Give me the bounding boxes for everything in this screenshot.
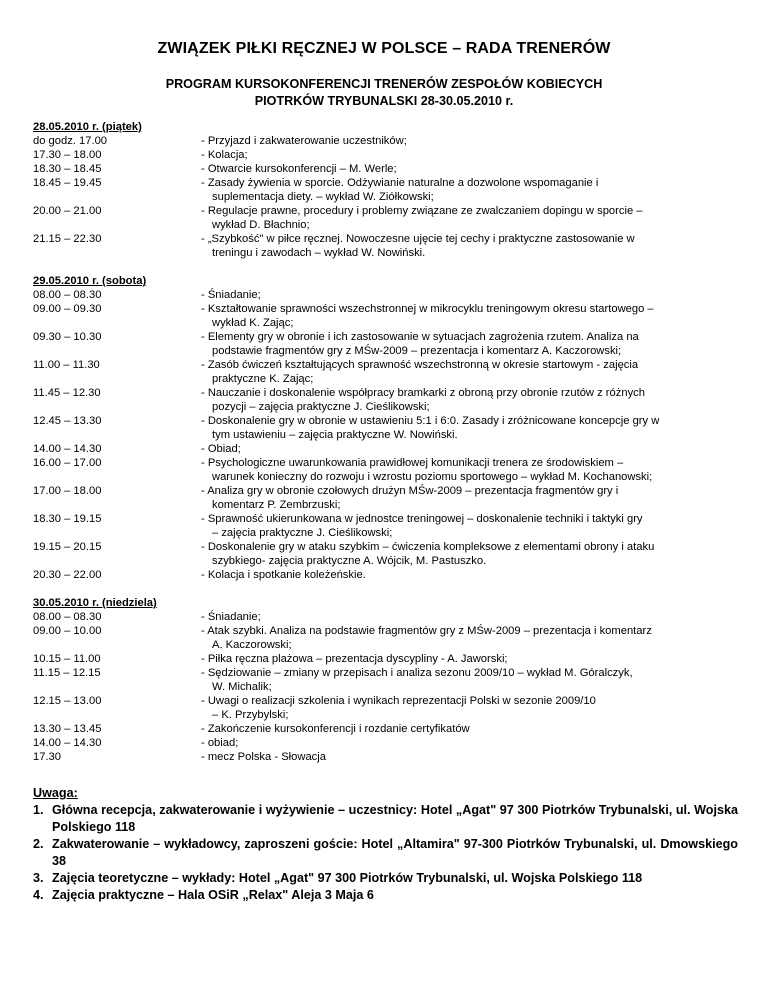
description-line: - Otwarcie kursokonferencji – M. Werle;: [201, 163, 397, 175]
schedule-description: [201, 176, 738, 204]
description-line: - Zakończenie kursokonferencji i rozdanie certyfikatów: [201, 723, 470, 735]
schedule-row: [33, 358, 738, 386]
description-line: praktyczne K. Zając;: [212, 373, 314, 385]
note-text: Zajęcia teoretyczne – wykłady: Hotel „Agat" 97 300 Piotrków Trybunalski, ul. Wojska Polskiego 118: [52, 871, 643, 885]
schedule-row: [33, 512, 738, 540]
schedule-row: [33, 232, 738, 260]
schedule-description: [201, 610, 738, 624]
schedule-row: [33, 288, 738, 302]
schedule-time: 19.15 – 20.15: [33, 541, 102, 553]
schedule-description: [201, 162, 738, 176]
description-line: – K. Przybylski;: [212, 709, 289, 721]
schedule-row: [33, 386, 738, 414]
day-heading: 28.05.2010 r. (piątek): [33, 121, 142, 133]
description-line: - Śniadanie;: [201, 611, 261, 623]
description-line: tym ustawieniu – zajęcia praktyczne W. Nowiński.: [212, 429, 458, 441]
schedule-description: [201, 540, 738, 568]
description-line: warunek konieczny do rozwoju i wzrostu poziomu sportowego – wykład M. Kochanowski;: [212, 471, 653, 483]
description-line: - Analiza gry w obronie czołowych drużyn MŚw-2009 – prezentacja fragmentów gry i: [201, 485, 619, 497]
schedule-row: [33, 624, 738, 652]
description-line: - Kolacja i spotkanie koleżeńskie.: [201, 569, 366, 581]
description-line: W. Michalik;: [212, 681, 272, 693]
program-subtitle: PROGRAM KURSOKONFERENCJI TRENERÓW ZESPOŁÓW KOBIECYCH: [165, 77, 603, 91]
schedule-row: [33, 176, 738, 204]
schedule-time: 11.45 – 12.30: [33, 387, 101, 399]
note-item: [33, 836, 738, 870]
description-line: wykład K. Zając;: [212, 317, 294, 329]
description-line: - Zasady żywienia w sporcie. Odżywianie naturalne a dozwolone wspomaganie i: [201, 177, 599, 189]
description-line: wykład D. Błachnio;: [212, 219, 310, 231]
description-line: treningu i zawodach – wykład W. Nowiński.: [212, 247, 426, 259]
schedule-row: [33, 652, 738, 666]
schedule-row: [33, 148, 738, 162]
schedule: [33, 120, 738, 778]
description-line: – zajęcia praktyczne J. Cieślikowski;: [212, 527, 393, 539]
schedule-row: [33, 694, 738, 722]
day-heading: 29.05.2010 r. (sobota): [33, 275, 147, 287]
schedule-time: 09.30 – 10.30: [33, 331, 102, 343]
schedule-time: 11.00 – 11.30: [33, 359, 100, 371]
note-number: 4.: [33, 888, 44, 902]
schedule-description: [201, 736, 738, 750]
note-number: 1.: [33, 803, 44, 817]
schedule-time: 17.30: [33, 751, 61, 763]
schedule-row: [33, 134, 738, 148]
schedule-row: [33, 330, 738, 358]
notes-section: [33, 785, 738, 904]
schedule-time: 18.30 – 18.45: [33, 163, 102, 175]
schedule-time: 17.30 – 18.00: [33, 149, 102, 161]
schedule-row: [33, 722, 738, 736]
description-line: - Doskonalenie gry w obronie w ustawieniu 5:1 i 6:0. Zasady i zróżnicowane koncepcje gry w: [201, 415, 660, 427]
schedule-time: 14.00 – 14.30: [33, 443, 102, 455]
page-title: ZWIĄZEK PIŁKI RĘCZNEJ W POLSCE – RADA TRENERÓW: [157, 40, 611, 57]
description-line: komentarz P. Zembrzuski;: [212, 499, 341, 511]
schedule-description: [201, 232, 738, 260]
note-number: 2.: [33, 837, 44, 851]
schedule-description: [201, 302, 738, 330]
description-line: - Sprawność ukierunkowana w jednostce treningowej – doskonalenie techniki i taktyki gry: [201, 513, 643, 525]
schedule-time: 17.00 – 18.00: [33, 485, 102, 497]
description-line: - Przyjazd i zakwaterowanie uczestników;: [201, 135, 407, 147]
schedule-row: [33, 666, 738, 694]
schedule-time: 18.30 – 19.15: [33, 513, 102, 525]
schedule-description: [201, 652, 738, 666]
schedule-description: [201, 358, 738, 386]
schedule-description: [201, 442, 738, 456]
schedule-row: [33, 456, 738, 484]
schedule-row: [33, 302, 738, 330]
schedule-description: [201, 484, 738, 512]
schedule-time: 21.15 – 22.30: [33, 233, 102, 245]
description-line: - Kształtowanie sprawności wszechstronnej w mikrocyklu treningowym okresu startowego –: [201, 303, 654, 315]
description-line: podstawie fragmentów gry z MŚw-2009 – prezentacja i komentarz A. Kaczorowski;: [212, 345, 622, 357]
schedule-row: [33, 568, 738, 582]
program-location-dates: PIOTRKÓW TRYBUNALSKI 28-30.05.2010 r.: [254, 94, 514, 108]
description-line: - Piłka ręczna plażowa – prezentacja dyscypliny - A. Jaworski;: [201, 653, 508, 665]
schedule-time: do godz. 17.00: [33, 135, 108, 147]
schedule-time: 08.00 – 08.30: [33, 611, 102, 623]
schedule-time: 09.00 – 09.30: [33, 303, 102, 315]
note-text: Zakwaterowanie – wykładowcy, zaproszeni goście: Hotel „Altamira" 97-300 Piotrków Trybunalski, ul. Dmowskiego 38: [52, 837, 738, 868]
description-line: A. Kaczorowski;: [212, 639, 292, 651]
description-line: - Nauczanie i doskonalenie współpracy bramkarki z obroną przy obronie rzutów z różnych: [201, 387, 645, 399]
schedule-row: [33, 442, 738, 456]
description-line: - Sędziowanie – zmiany w przepisach i analiza sezonu 2009/10 – wykład M. Góralczyk,: [201, 667, 633, 679]
schedule-description: [201, 148, 738, 162]
description-line: - Śniadanie;: [201, 289, 261, 301]
schedule-time: 10.15 – 11.00: [33, 653, 101, 665]
description-line: szybkiego- zajęcia praktyczne A. Wójcik, M. Pastuszko.: [212, 555, 487, 567]
day-block: [33, 274, 738, 582]
schedule-row: [33, 750, 738, 764]
description-line: - Obiad;: [201, 443, 241, 455]
schedule-description: [201, 456, 738, 484]
schedule-description: [201, 694, 738, 722]
schedule-time: 12.15 – 13.00: [33, 695, 102, 707]
schedule-time: 08.00 – 08.30: [33, 289, 102, 301]
schedule-description: [201, 386, 738, 414]
schedule-time: 11.15 – 12.15: [33, 667, 101, 679]
note-item: [33, 887, 738, 904]
description-line: - Zasób ćwiczeń kształtujących sprawność wszechstronną w okresie startowym - zajęcia: [201, 359, 639, 371]
description-line: - Regulacje prawne, procedury i problemy związane ze zwalczaniem dopingu w sporcie –: [201, 205, 643, 217]
notes-title: Uwaga:: [33, 786, 78, 800]
schedule-time: 14.00 – 14.30: [33, 737, 102, 749]
schedule-time: 18.45 – 19.45: [33, 177, 102, 189]
schedule-description: [201, 568, 738, 582]
schedule-description: [201, 414, 738, 442]
schedule-description: [201, 722, 738, 736]
description-line: suplementacja diety. – wykład W. Ziółkowski;: [212, 191, 434, 203]
schedule-time: 20.00 – 21.00: [33, 205, 102, 217]
schedule-time: 20.30 – 22.00: [33, 569, 102, 581]
schedule-row: [33, 484, 738, 512]
note-text: Zajęcia praktyczne – Hala OSiR „Relax" Aleja 3 Maja 6: [52, 888, 374, 902]
note-item: [33, 870, 738, 887]
description-line: - Atak szybki. Analiza na podstawie fragmentów gry z MŚw-2009 – prezentacja i komentarz: [201, 625, 652, 637]
day-block: [33, 596, 738, 764]
note-item: [33, 802, 738, 836]
schedule-time: 16.00 – 17.00: [33, 457, 102, 469]
note-number: 3.: [33, 871, 44, 885]
day-heading: 30.05.2010 r. (niedziela): [33, 597, 157, 609]
schedule-time: 13.30 – 13.45: [33, 723, 102, 735]
description-line: - Kolacja;: [201, 149, 248, 161]
description-line: - obiad;: [201, 737, 239, 749]
day-block: [33, 120, 738, 260]
schedule-row: [33, 610, 738, 624]
schedule-description: [201, 750, 738, 764]
description-line: - Psychologiczne uwarunkowania prawidłowej komunikacji trenera ze środowiskiem –: [201, 457, 624, 469]
schedule-description: [201, 330, 738, 358]
description-line: - mecz Polska - Słowacja: [201, 751, 326, 763]
description-line: - „Szybkość" w piłce ręcznej. Nowoczesne ujęcie tej cechy i praktyczne zastosowanie w: [201, 233, 635, 245]
schedule-description: [201, 134, 738, 148]
schedule-description: [201, 204, 738, 232]
schedule-time: 09.00 – 10.00: [33, 625, 102, 637]
schedule-description: [201, 288, 738, 302]
notes-list: [33, 802, 738, 904]
description-line: pozycji – zajęcia praktyczne J. Cieślikowski;: [212, 401, 430, 413]
schedule-description: [201, 666, 738, 694]
schedule-description: [201, 624, 738, 652]
description-line: - Uwagi o realizacji szkolenia i wynikach reprezentacji Polski w sezonie 2009/10: [201, 695, 596, 707]
schedule-description: [201, 512, 738, 540]
note-text: Główna recepcja, zakwaterowanie i wyżywienie – uczestnicy: Hotel „Agat" 97 300 Piotrków Trybunalski, ul. Wojska Polskiego 118: [52, 803, 738, 834]
schedule-time: 12.45 – 13.30: [33, 415, 102, 427]
schedule-row: [33, 540, 738, 568]
schedule-row: [33, 736, 738, 750]
description-line: - Doskonalenie gry w ataku szybkim – ćwiczenia kompleksowe z elementami obrony i ataku: [201, 541, 655, 553]
schedule-row: [33, 204, 738, 232]
description-line: - Elementy gry w obronie i ich zastosowanie w sytuacjach zagrożenia rzutem. Analiza na: [201, 331, 639, 343]
schedule-row: [33, 414, 738, 442]
schedule-row: [33, 162, 738, 176]
